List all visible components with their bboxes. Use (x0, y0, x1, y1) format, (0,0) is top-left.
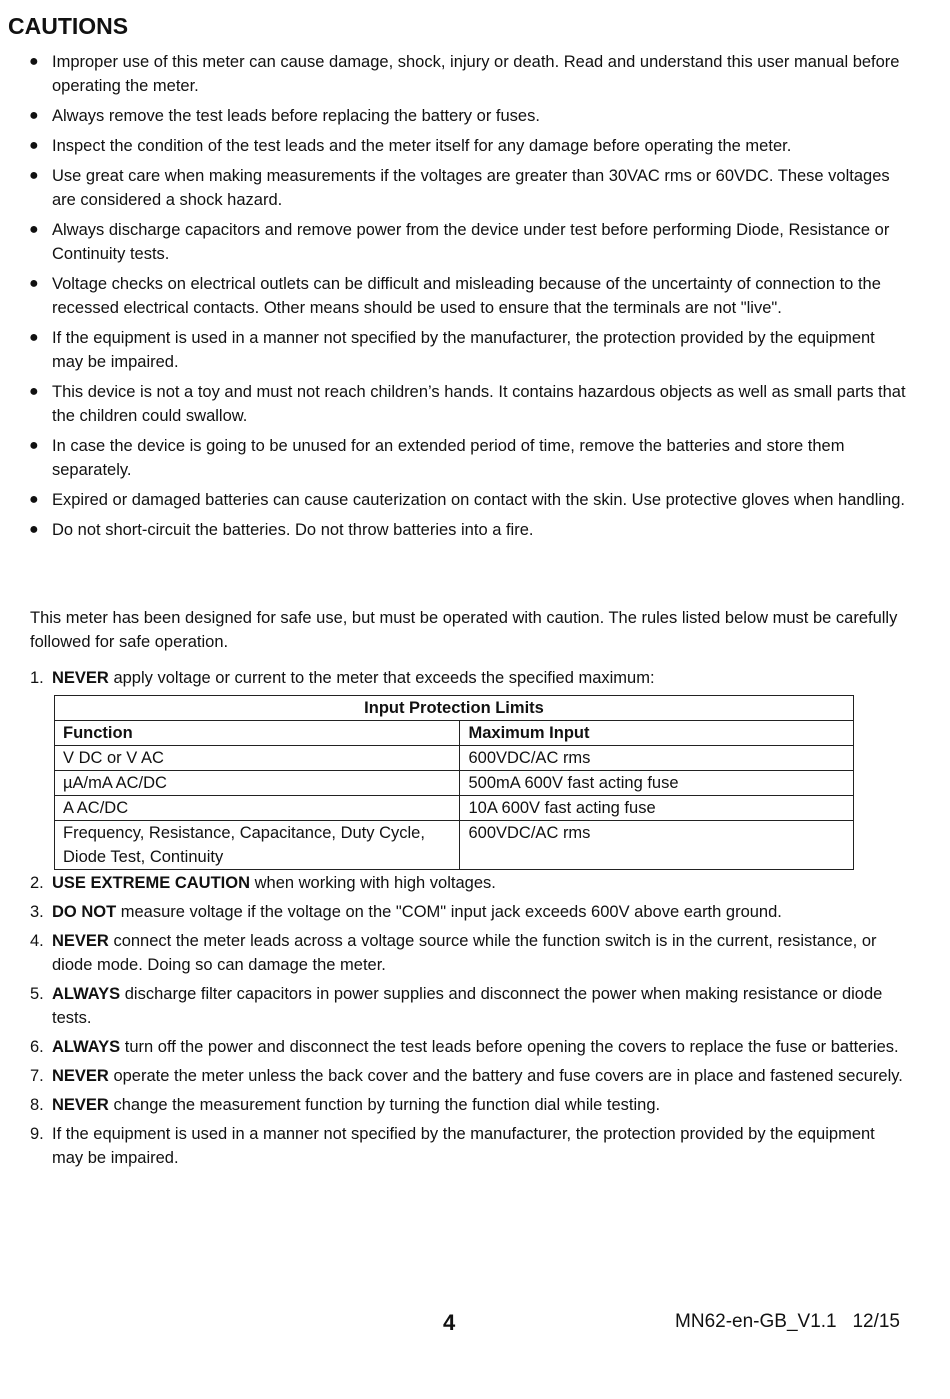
list-item (0, 488, 950, 512)
bullet-icon: ● (29, 275, 39, 292)
rule-text: measure voltage if the voltage on the "COM" input jack exceeds 600V above earth ground. (116, 903, 782, 921)
rule-emphasis: NEVER (52, 1096, 109, 1114)
list-item (0, 900, 950, 924)
table-cell: A AC/DC (55, 796, 460, 821)
rule-text: turn off the power and disconnect the test leads before opening the covers to replace the fuse or batteries. (120, 1038, 899, 1056)
list-item (0, 518, 950, 542)
rule-text: discharge filter capacitors in power supplies and disconnect the power when making resistance or diode tests. (52, 985, 883, 1027)
rule-number: 9. (30, 1125, 44, 1143)
list-item (0, 871, 950, 895)
bullet-text: Always remove the test leads before replacing the battery or fuses. (52, 107, 540, 125)
document-id: MN62-en-GB_V1.1 12/15 (675, 1311, 900, 1332)
table-cell: V DC or V AC (55, 746, 460, 771)
input-protection-table (54, 695, 854, 870)
table-cell: 600VDC/AC rms (460, 821, 854, 870)
rule-emphasis: DO NOT (52, 903, 117, 921)
bullet-text: Use great care when making measurements if the voltages are greater than 30VAC rms or 60VDC. These voltages are considered a shock hazard. (52, 167, 890, 209)
table-row (55, 746, 854, 771)
bullet-text: This device is not a toy and must not reach children’s hands. It contains hazardous objects as well as small parts that the children could swallow. (52, 383, 906, 425)
rule-item-1 (30, 666, 900, 690)
bullet-icon: ● (29, 107, 39, 124)
section-heading: CAUTIONS (8, 13, 129, 39)
list-item (0, 982, 950, 1030)
column-header-function: Function (55, 721, 460, 746)
rule-text: when working with high voltages. (250, 874, 496, 892)
table-header-row (55, 721, 854, 746)
table-row (55, 771, 854, 796)
rule-emphasis: NEVER (52, 669, 109, 687)
list-item (0, 326, 950, 374)
list-item (0, 1122, 950, 1170)
rule-number: 5. (30, 985, 44, 1003)
rule-number: 4. (30, 932, 44, 950)
rule-emphasis: NEVER (52, 1067, 109, 1085)
bullet-icon: ● (29, 491, 39, 508)
list-item (0, 218, 950, 266)
rule-number: 3. (30, 903, 44, 921)
rule-text: If the equipment is used in a manner not specified by the manufacturer, the protection provided by the equipment may be impaired. (52, 1125, 875, 1167)
caution-bullet-list (0, 50, 950, 548)
rule-text: change the measurement function by turning the function dial while testing. (108, 1096, 661, 1114)
table-cell: 10A 600V fast acting fuse (460, 796, 854, 821)
rule-number: 2. (30, 874, 44, 892)
rule-emphasis: ALWAYS (52, 985, 121, 1003)
table-caption-row (55, 696, 854, 721)
table-cell: Frequency, Resistance, Capacitance, Duty Cycle, Diode Test, Continuity (55, 821, 460, 870)
rule-emphasis: ALWAYS (52, 1038, 121, 1056)
bullet-text: Expired or damaged batteries can cause cauterization on contact with the skin. Use protective gloves when handling. (52, 491, 905, 509)
bullet-icon: ● (29, 521, 39, 538)
bullet-icon: ● (29, 329, 39, 346)
list-item (0, 164, 950, 212)
rule-emphasis: USE EXTREME CAUTION (52, 874, 251, 892)
list-item (0, 50, 950, 98)
list-item (0, 104, 950, 128)
table-caption: Input Protection Limits (55, 696, 854, 721)
bullet-text: Do not short-circuit the batteries. Do not throw batteries into a fire. (52, 521, 534, 539)
page-number: 4 (443, 1310, 456, 1335)
list-item (0, 134, 950, 158)
table-cell: 600VDC/AC rms (460, 746, 854, 771)
list-item (0, 272, 950, 320)
bullet-text: In case the device is going to be unused for an extended period of time, remove the batteries and store them separately. (52, 437, 845, 479)
bullet-icon: ● (29, 221, 39, 238)
intro-paragraph: This meter has been designed for safe use, but must be operated with caution. The rules listed below must be carefully followed for safe operation. (30, 609, 898, 651)
bullet-icon: ● (29, 437, 39, 454)
rule-number: 8. (30, 1096, 44, 1114)
rule-emphasis: NEVER (52, 932, 109, 950)
list-item (0, 1093, 950, 1117)
bullet-icon: ● (29, 383, 39, 400)
rule-text: apply voltage or current to the meter that exceeds the specified maximum: (108, 669, 655, 687)
list-item (0, 434, 950, 482)
list-item (0, 380, 950, 428)
bullet-icon: ● (29, 167, 39, 184)
list-item (0, 1035, 950, 1059)
bullet-icon: ● (29, 53, 39, 70)
table-row (55, 796, 854, 821)
bullet-text: Inspect the condition of the test leads and the meter itself for any damage before operating the meter. (52, 137, 792, 155)
table-row (55, 821, 854, 870)
bullet-text: If the equipment is used in a manner not specified by the manufacturer, the protection provided by the equipment may be impaired. (52, 329, 875, 371)
bullet-icon: ● (29, 137, 39, 154)
list-item (0, 929, 950, 977)
table-cell: 500mA 600V fast acting fuse (460, 771, 854, 796)
rule-text: operate the meter unless the back cover and the battery and fuse covers are in place and fastened securely. (108, 1067, 903, 1085)
bullet-text: Always discharge capacitors and remove power from the device under test before performing Diode, Resistance or Continuity tests. (52, 221, 890, 263)
bullet-text: Voltage checks on electrical outlets can be difficult and misleading because of the uncertainty of connection to the recessed electrical contacts. Other means should be used to ensure that the terminals are not "live". (52, 275, 881, 317)
safety-rules-list (0, 871, 950, 1175)
table-cell: µA/mA AC/DC (55, 771, 460, 796)
rule-text: connect the meter leads across a voltage source while the function switch is in the current, resistance, or diode mode. Doing so can damage the meter. (52, 932, 877, 974)
list-item (0, 1064, 950, 1088)
column-header-maximum-input: Maximum Input (460, 721, 854, 746)
rule-number: 6. (30, 1038, 44, 1056)
bullet-text: Improper use of this meter can cause damage, shock, injury or death. Read and understand this user manual before operating the meter. (52, 53, 900, 95)
rule-number: 7. (30, 1067, 44, 1085)
rule-number: 1. (30, 669, 44, 687)
